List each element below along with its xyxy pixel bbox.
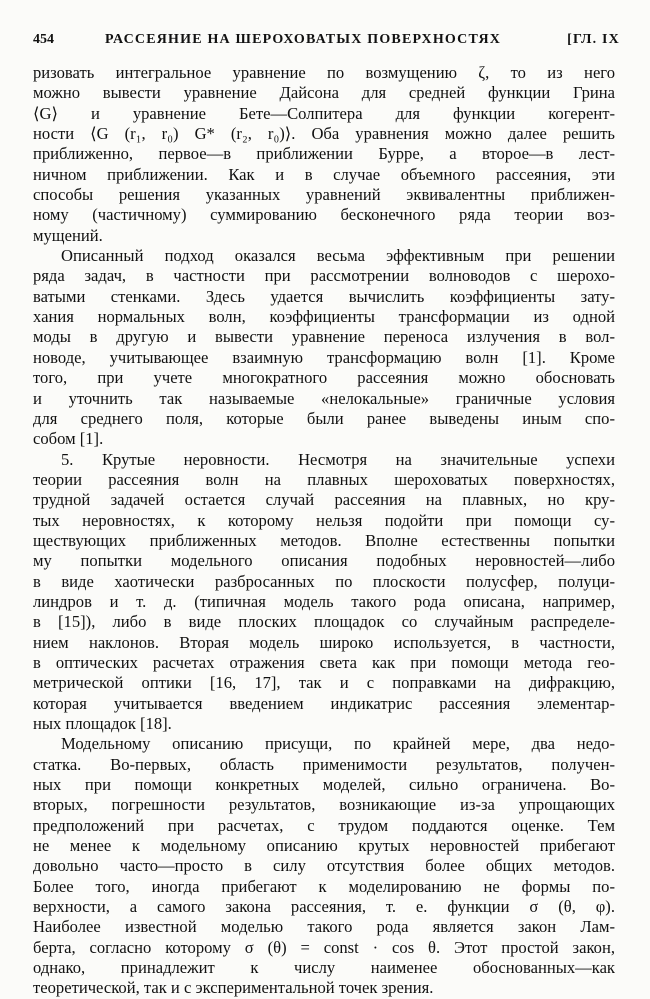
- text-line: Описанный подход оказался весьма эффективным при решении: [61, 246, 615, 266]
- text-line: теории рассеяния волн на плавных шероховатых поверхностях,: [33, 469, 615, 489]
- text-line: ности ⟨G (r₁, r₀) G* (r₂, r₀)⟩. Оба уравнения можно далее решить: [33, 124, 615, 144]
- text-line: ных при помощи конкретных моделей, сильно ограничена. Во-: [33, 775, 615, 795]
- text-line: 5. Крутые неровности. Несмотря на значительные успехи: [61, 449, 615, 469]
- text-line: приближенно, первое—в приближении Бурре, а второе—в лест-: [33, 144, 615, 164]
- text-line: в виде хаотически разбросанных по плоскости полусфер, полуци-: [33, 571, 615, 591]
- page-number: 454: [33, 32, 54, 47]
- text-line: ⟨G⟩ и уравнение Бете—Солпитера для функции когерент-: [33, 103, 615, 123]
- text-line: Более того, иногда прибегают к моделированию не формы по-: [33, 876, 615, 896]
- text-line: метрической оптики [16, 17], так и с поправками на дифракцию,: [33, 673, 615, 693]
- chapter-label: [ГЛ. IX: [567, 32, 620, 47]
- page-body-text: [33, 63, 615, 999]
- text-line: статка. Во-первых, область применимости результатов, получен-: [33, 754, 615, 774]
- text-line: для среднего поля, которые были ранее выведены иным спо-: [33, 408, 615, 428]
- text-line: собом [1].: [33, 429, 104, 449]
- text-line: теоретической, так и с экспериментальной точек зрения.: [33, 978, 434, 998]
- text-line: однако, принадлежит к числу наименее обоснованных—как: [33, 958, 615, 978]
- text-line: тых неровностях, к которому нельзя подойти при помощи су-: [33, 510, 615, 530]
- text-line: способы решения указанных уравнений эквивалентны приближен-: [33, 185, 615, 205]
- text-line: ряда задач, в частности при рассмотрении волноводов с шерохо-: [33, 266, 615, 286]
- text-line: можно вывести уравнение Дайсона для средней функции Грина: [33, 83, 615, 103]
- text-line: того, при учете многократного рассеяния можно обосновать: [33, 368, 615, 388]
- text-line: ватыми стенками. Здесь удается вычислить коэффициенты зату-: [33, 286, 615, 306]
- text-line: трудной задачей остается случай рассеяния на плавных, но кру-: [33, 490, 615, 510]
- text-line: берта, согласно которому σ (θ) = const · cos θ. Этот простой закон,: [33, 937, 615, 957]
- text-line: ных площадок [18].: [33, 714, 172, 733]
- text-line: линдров и т. д. (типичная модель такого рода описана, например,: [33, 591, 615, 611]
- text-line: которая учитывается введением индикатрис рассеяния элементар-: [33, 693, 615, 713]
- text-line: и уточнить так называемые «нелокальные» граничные условия: [33, 388, 615, 408]
- text-line: верхности, а самого закона рассеяния, т. е. функции σ (θ, φ).: [33, 897, 615, 917]
- running-header: [33, 28, 620, 54]
- text-line: в [15]), либо в виде плоских площадок со случайным распределе-: [33, 612, 615, 632]
- text-line: предположений при расчетах, с трудом поддаются оценке. Тем: [33, 815, 615, 835]
- text-line: Модельному описанию присущи, по крайней мере, два недо-: [61, 734, 615, 754]
- text-line: ному (частичному) суммированию бесконечного ряда теории воз-: [33, 205, 615, 225]
- text-line: му попытки модельного описания подобных неровностей—либо: [33, 551, 615, 571]
- text-line: вторых, погрешности результатов, возникающие из-за упрощающих: [33, 795, 615, 815]
- text-line: новоде, учитывающее взаимную трансформацию волн [1]. Кроме: [33, 347, 615, 367]
- text-line: хания нормальных волн, коэффициенты трансформации из одной: [33, 307, 615, 327]
- text-line: довольно часто—просто в силу отсутствия более общих методов.: [33, 856, 615, 876]
- text-line: ризовать интегральное уравнение по возмущению ζ, то из него: [33, 63, 615, 82]
- text-line: мущений.: [33, 225, 103, 245]
- text-line: не менее к модельному описанию крутых неровностей прибегают: [33, 836, 615, 856]
- text-line: ществующих приближенных методов. Вполне естественны попытки: [33, 530, 615, 550]
- text-line: в оптических расчетах отражения света как при помощи метода гео-: [33, 652, 615, 672]
- text-line: моды в другую и вывести уравнение переноса излучения в вол-: [33, 327, 615, 347]
- text-line: нием наклонов. Вторая модель широко используется, в частности,: [33, 632, 615, 652]
- text-line: ничном приближении. Как и в случае объемного рассеяния, эти: [33, 164, 615, 184]
- text-line: Наиболее известной моделью такого рода является закон Лам-: [33, 917, 615, 937]
- running-title: РАССЕЯНИЕ НА ШЕРОХОВАТЫХ ПОВЕРХНОСТЯХ: [105, 32, 502, 47]
